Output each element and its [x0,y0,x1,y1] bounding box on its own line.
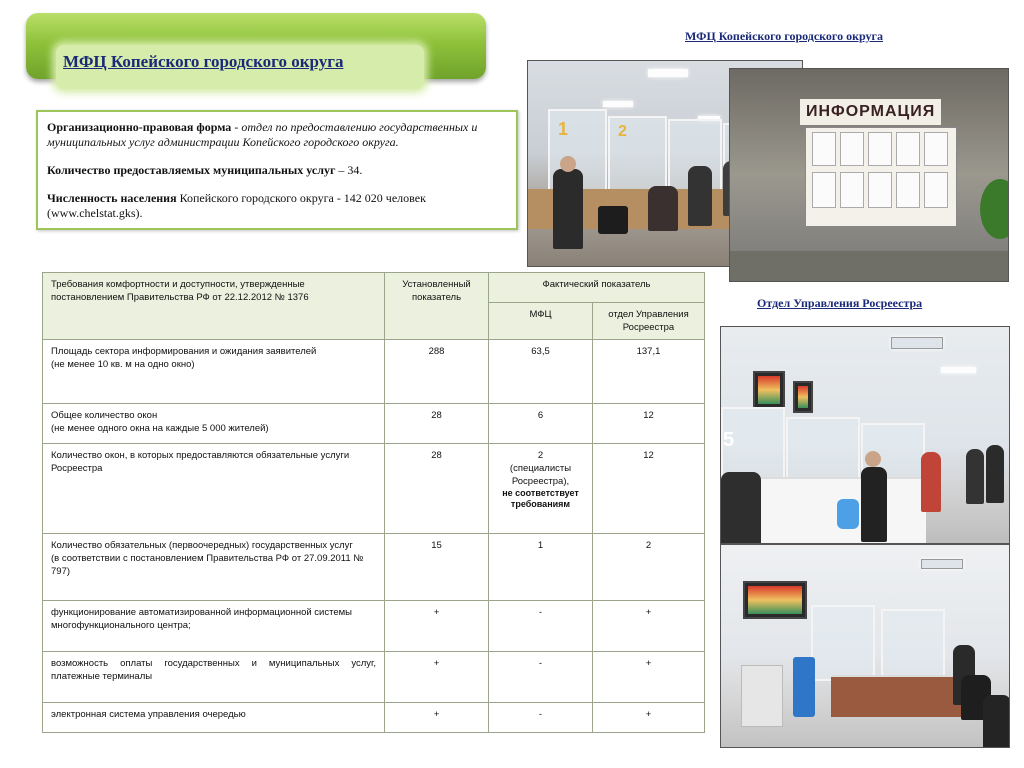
cell-rosreestr: + [593,601,705,652]
table-row [43,340,705,404]
notice-sheet [868,172,892,208]
cell-established: 15 [385,534,489,601]
cell-mfc: 1 [489,534,593,601]
notice-sheet [812,132,836,166]
photo-info-board [729,68,1009,282]
caption-mfc: МФЦ Копейского городского округа [685,29,883,43]
org-form-value: отдел по предоставлению государственных и муниципальных услуг администрации Копейского городского округа. [47,120,478,149]
visitor-figure [983,695,1010,748]
cell-requirement: функционирование автоматизированной информационной системы многофункционального центра; [43,601,385,652]
cell-requirement [43,340,385,404]
notice-sheet [812,172,836,208]
desk [741,665,783,727]
requirement-note: (не менее 10 кв. м на одно окно) [51,359,195,370]
cell-established: 288 [385,340,489,404]
cell-rosreestr: 2 [593,534,705,601]
requirement-text: Площадь сектора информирования и ожидания заявителей [51,346,317,357]
payment-terminal [793,657,815,717]
info-sign: ИНФОРМАЦИЯ [800,99,941,125]
cell-requirement: электронная система управления очередью [43,703,385,733]
glass-partition [881,609,945,681]
ceiling-light [603,101,633,107]
visitor-figure [861,467,887,542]
requirement-text: Общее количество окон [51,410,158,421]
visitor-figure [648,186,678,231]
mfc-value: 2 [537,450,544,461]
cell-requirement [43,534,385,601]
service-counter [831,675,961,717]
population-paragraph [47,191,507,221]
header-established: Установленный показатель [385,273,489,340]
mfc-note: (специалисты Росреестра), [509,463,572,487]
org-form-paragraph [47,120,507,150]
cell-rosreestr: 12 [593,404,705,444]
info-screen [753,371,785,409]
notice-sheet [840,172,864,208]
header-requirements: Требования комфортности и доступности, утвержденные постановлением Правительства РФ от 22.12.2012 № 1376 [43,273,385,340]
cell-requirement: Количество окон, в которых предоставляются обязательные услуги Росреестра [43,444,385,534]
table-header-row [43,273,705,303]
info-box [36,110,518,230]
services-paragraph [47,163,507,178]
cell-established: + [385,601,489,652]
table-row [43,652,705,703]
table-row [43,703,705,733]
header-rosreestr: отдел Управления Росреестра [593,303,705,340]
cell-established: + [385,652,489,703]
org-form-label: Организационно-правовая форма [47,120,232,134]
org-form-sep: - [231,120,242,134]
queue-screen-display [748,586,802,614]
table-row [43,444,705,534]
blue-bag [837,499,859,529]
services-label: Количество предоставляемых муниципальных услуг [47,163,336,177]
visitor-figure [921,452,941,512]
cell-mfc: 6 [489,404,593,444]
plant [980,179,1009,239]
visitor-figure [986,445,1004,503]
table-row [43,534,705,601]
cell-rosreestr: + [593,652,705,703]
requirement-note: (в соответствии с постановлением Правительства РФ от 27.09.2011 № 797) [51,553,364,577]
visitor-head [865,451,881,467]
cell-established: 28 [385,404,489,444]
cell-requirement [43,404,385,444]
ceiling-light [648,69,688,77]
info-screen-display [758,376,780,404]
ceiling-vent [921,559,963,569]
info-screen [793,381,813,413]
header-mfc: МФЦ [489,303,593,340]
requirement-text: Количество обязательных (первоочередных) государственных услуг [51,540,353,551]
requirements-table [42,272,705,733]
notice-sheet [896,132,920,166]
visitor-head [560,156,576,172]
notice-sheet [868,132,892,166]
glass-partition [608,116,667,192]
population-label: Численность населения [47,191,177,205]
window-number-5: 5 [723,429,735,451]
cell-mfc: - [489,652,593,703]
cell-rosreestr: 137,1 [593,340,705,404]
cell-requirement: возможность оплаты государственных и муниципальных услуг, платежные терминалы [43,652,385,703]
table-row [43,601,705,652]
cell-rosreestr: + [593,703,705,733]
visitor-figure [966,449,984,504]
requirement-note: (не менее одного окна на каждые 5 000 жителей) [51,423,269,434]
visitor-figure [721,472,761,544]
cell-established: 28 [385,444,489,534]
window-number-1: 1 [558,119,569,139]
ceiling-vent [891,337,943,349]
page-title: МФЦ Копейского городского округа [63,52,344,71]
cell-rosreestr: 12 [593,444,705,534]
table-row [43,404,705,444]
info-screen-display [798,386,808,408]
ceiling-light [941,367,976,373]
photo-rosreestr-hall [720,326,1010,544]
visitor-figure [688,166,712,226]
photo-rosreestr-kiosk [720,544,1010,748]
population-value: Копейского городского округа - 142 020 человек (www.chelstat.gks). [47,191,426,220]
window-number-2: 2 [618,123,627,140]
queue-screen [743,581,807,619]
cell-mfc [489,444,593,534]
caption-rosreestr: Отдел Управления Росреестра [757,296,923,310]
floor [730,251,1008,281]
header-actual: Фактический показатель [489,273,705,303]
glass-partition [786,417,860,486]
waiting-chair [598,206,628,234]
cell-mfc: - [489,703,593,733]
visitor-figure [553,169,583,249]
glass-partition [811,605,875,681]
notice-sheet [896,172,920,208]
notice-sheet [924,172,948,208]
noncompliance-note: не соответствует требованиям [502,488,579,509]
cell-mfc: - [489,601,593,652]
cell-mfc: 63,5 [489,340,593,404]
services-value: – 34. [335,163,363,177]
cell-established: + [385,703,489,733]
notice-sheet [924,132,948,166]
notice-sheet [840,132,864,166]
